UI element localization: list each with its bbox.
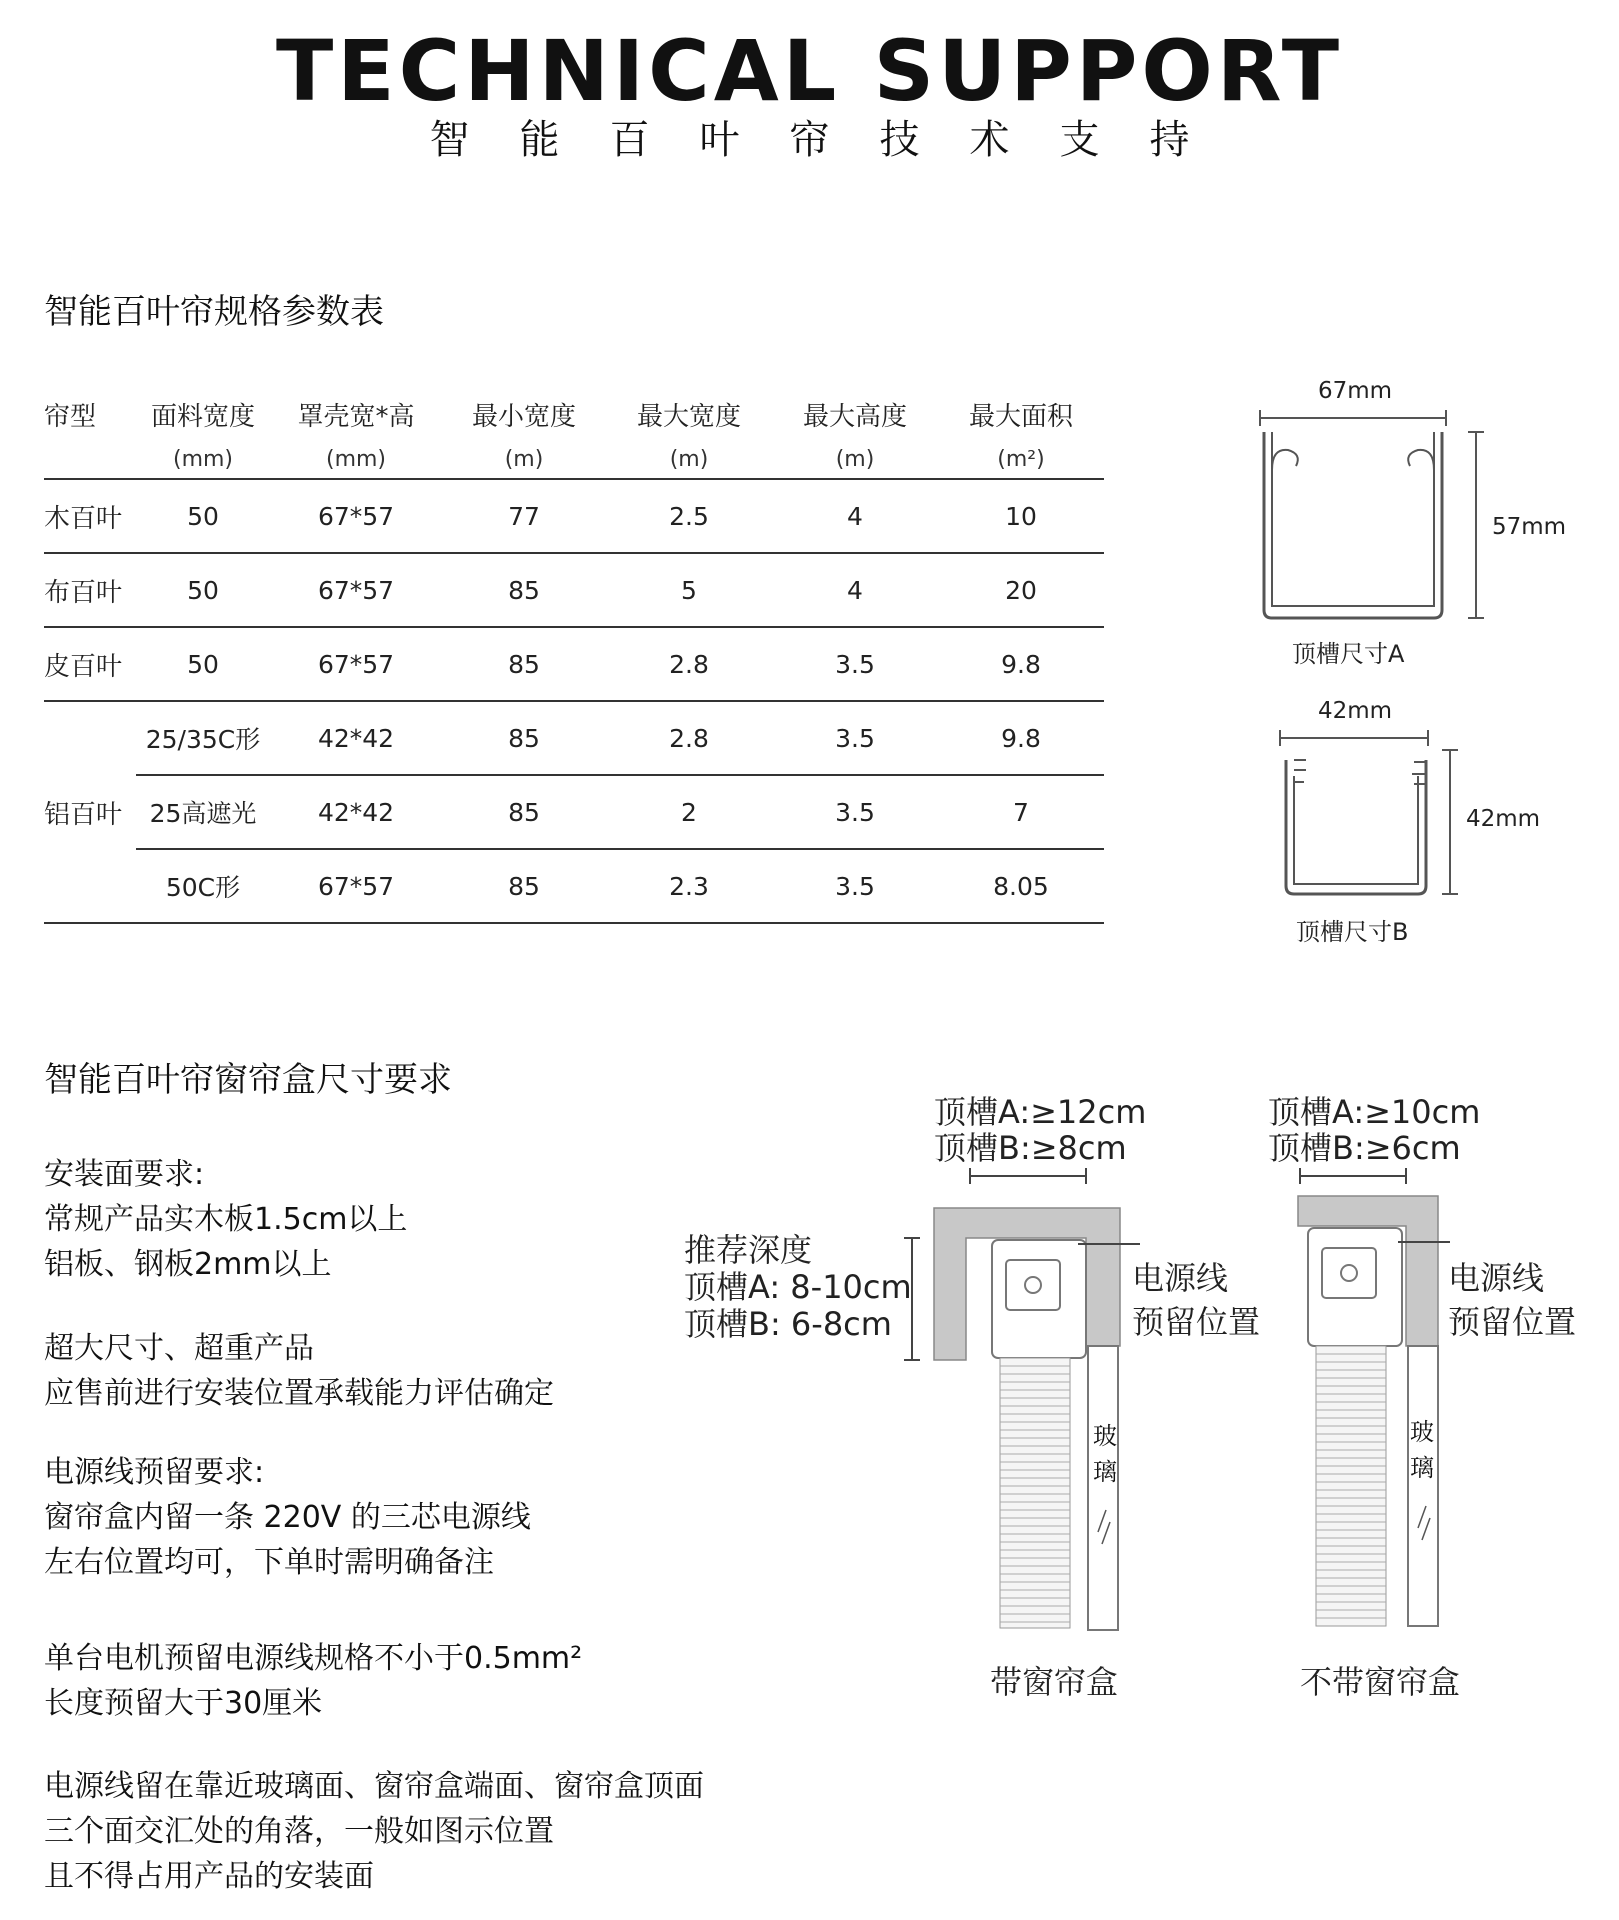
table-row: 25高遮光 42*42 85 2 3.5 7 xyxy=(44,775,1104,849)
profile-b-caption: 顶槽尺寸B xyxy=(1296,918,1409,946)
col-header: 最小宽度 (m) xyxy=(471,402,576,472)
requirement-cable-location: 电源线留在靠近玻璃面、窗帘盒端面、窗帘盒顶面 三个面交汇处的角落，一般如图示位置 且不得占用产品的安装面 xyxy=(44,1769,704,1894)
without-box-width-label: 顶槽A:≥10cm 顶槽B:≥6cm xyxy=(1268,1093,1481,1167)
profile-b-height: 42mm xyxy=(1466,806,1541,832)
without-box-diagram xyxy=(1290,1160,1450,1640)
col-header: 最大宽度 (m) xyxy=(636,402,741,472)
table-row: 铝百叶 25/35C形 42*42 85 2.8 3.5 9.8 xyxy=(44,701,1104,775)
col-header: 面料宽度 (mm) xyxy=(150,402,255,472)
aluminum-group-label: 铝百叶 xyxy=(44,701,136,923)
without-box-power-label: 电源线 预留位置 xyxy=(1448,1259,1577,1341)
profile-b-width: 42mm xyxy=(1318,698,1393,724)
spec-table xyxy=(44,388,1104,924)
requirement-install-surface: 安装面要求: 常规产品实木板1.5cm以上 铝板、钢板2mm以上 xyxy=(44,1157,408,1282)
without-box-caption: 不带窗帘盒 xyxy=(1300,1663,1461,1701)
spec-section-title: 智能百叶帘规格参数表 xyxy=(44,292,384,332)
with-box-diagram xyxy=(900,1160,1140,1640)
table-header-row xyxy=(44,388,1104,479)
page-title: TECHNICAL SUPPORT xyxy=(275,22,1344,120)
profile-a-caption: 顶槽尺寸A xyxy=(1292,640,1405,668)
col-header: 帘型 xyxy=(44,402,97,432)
with-box-glass-label: 玻 璃 xyxy=(1093,1422,1117,1486)
col-header: 罩壳宽*高 (mm) xyxy=(297,402,415,472)
box-section-title: 智能百叶帘窗帘盒尺寸要求 xyxy=(44,1060,452,1100)
profile-a-width: 67mm xyxy=(1318,378,1393,404)
with-box-caption: 带窗帘盒 xyxy=(990,1663,1119,1701)
col-header: 最大面积 (m²) xyxy=(968,402,1073,472)
page-subtitle: 智能百叶帘技术支持 xyxy=(429,117,1240,163)
table-row: 木百叶 50 67*57 77 2.5 4 10 xyxy=(44,479,1104,553)
col-header: 最大高度 (m) xyxy=(802,402,907,472)
profile-a-height: 57mm xyxy=(1492,514,1567,540)
requirement-cable-spec: 单台电机预留电源线规格不小于0.5mm² 长度预留大于30厘米 xyxy=(44,1641,583,1721)
table-row: 50C形 67*57 85 2.3 3.5 8.05 xyxy=(44,849,1104,923)
depth-label: 推荐深度 顶槽A: 8-10cm 顶槽B: 6-8cm xyxy=(684,1231,912,1343)
requirement-power-cable: 电源线预留要求: 窗帘盒内留一条 220V 的三芯电源线 左右位置均可，下单时需明确备注 xyxy=(44,1455,531,1580)
without-box-glass-label: 玻 璃 xyxy=(1410,1418,1434,1482)
with-box-power-label: 电源线 预留位置 xyxy=(1132,1259,1261,1341)
table-row: 皮百叶 50 67*57 85 2.8 3.5 9.8 xyxy=(44,627,1104,701)
table-row: 布百叶 50 67*57 85 5 4 20 xyxy=(44,553,1104,627)
with-box-width-label: 顶槽A:≥12cm 顶槽B:≥8cm xyxy=(934,1093,1147,1167)
requirement-heavy-products: 超大尺寸、超重产品 应售前进行安装位置承载能力评估确定 xyxy=(44,1331,554,1411)
